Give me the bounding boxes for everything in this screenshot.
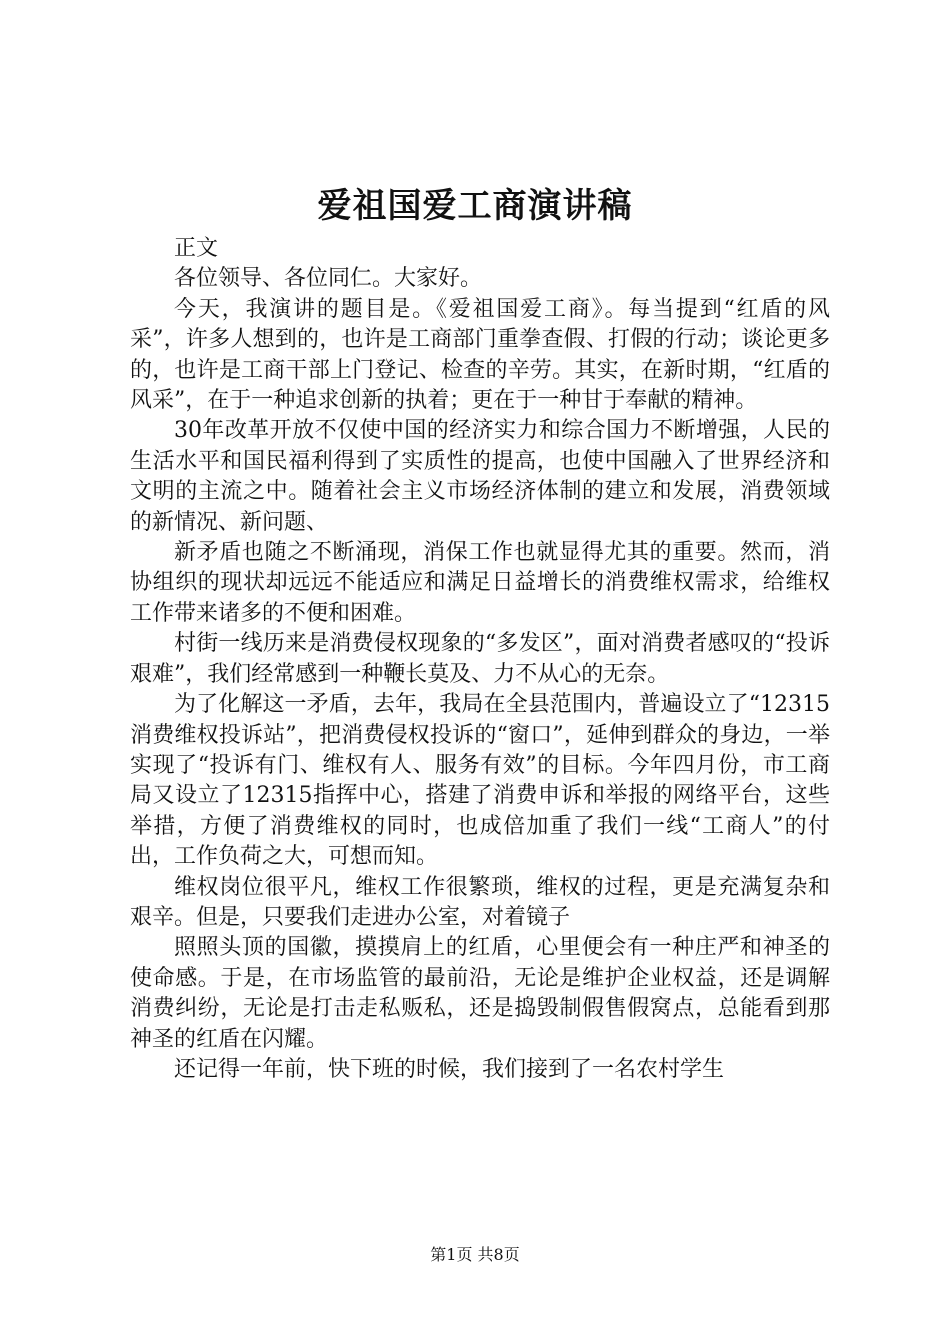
paragraph-memory: 还记得一年前，快下班的时候，我们接到了一名农村学生 xyxy=(174,1056,725,1082)
paragraph-village-frontline: 村街一线历来是消费侵权现象的“多发区”，面对消费者感叹的“投诉艰难”，我们经常感到一种鞭长莫及、力不从心的无奈。 xyxy=(130,631,830,687)
paragraph-red-shield: 照照头顶的国徽，摸摸肩上的红盾，心里便会有一种庄严和神圣的使命感。于是，在市场监管的最前沿，无论是维护企业权益，还是调解消费纠纷，无论是打击走私贩私，还是捣毁制假售假窝点，总能看到那神圣的红盾在闪耀。 xyxy=(130,935,830,1052)
paragraph-greeting: 各位领导、各位同仁。大家好。 xyxy=(174,266,483,292)
paragraph-12315-stations: 为了化解这一矛盾，去年，我局在全县范围内，普遍设立了“12315消费维权投诉站”，把消费侵权投诉的“窗口”，延伸到群众的身边，一举实现了“投诉有门、维权有人、服务有效”的目标。今年四月份，市工商局又设立了12315指挥中心，搭建了消费申诉和举报的网络平台，这些举措，方便了消费维权的同时，也成倍加重了我们一线“工商人”的付出，工作负荷之大，可想而知。 xyxy=(130,692,830,870)
paragraph-heading-label: 正文 xyxy=(174,236,219,261)
document-title: 爱祖国爱工商演讲稿 xyxy=(317,186,633,226)
paragraph-rights-post: 维权岗位很平凡，维权工作很繁琐，维权的过程，更是充满复杂和艰辛。但是，只要我们走进办公室，对着镜子 xyxy=(130,874,830,930)
paragraph-topic: 今天，我演讲的题目是。《爱祖国爱工商》。每当提到“红盾的风采”，许多人想到的，也许是工商部门重拳查假、打假的行动；谈论更多的，也许是工商干部上门登记、检查的辛劳。其实，在新时期，“红盾的风采”，在于一种追求创新的执着；更在于一种甘于奉献的精神。 xyxy=(130,296,830,414)
document-body xyxy=(130,234,830,1085)
paragraph-contradictions: 新矛盾也随之不断涌现，消保工作也就显得尤其的重要。然而，消协组织的现状却远远不能适应和满足日益增长的消费维权需求，给维权工作带来诸多的不便和困难。 xyxy=(130,540,830,626)
page-number-footer: 第1页 共8页 xyxy=(430,1245,520,1264)
paragraph-reform: 30年改革开放不仅使中国的经济实力和综合国力不断增强，人民的生活水平和国民福利得到了实质性的提高，也使中国融入了世界经济和文明的主流之中。随着社会主义市场经济体制的建立和发展，消费领域的新情况、新问题、 xyxy=(130,418,830,535)
